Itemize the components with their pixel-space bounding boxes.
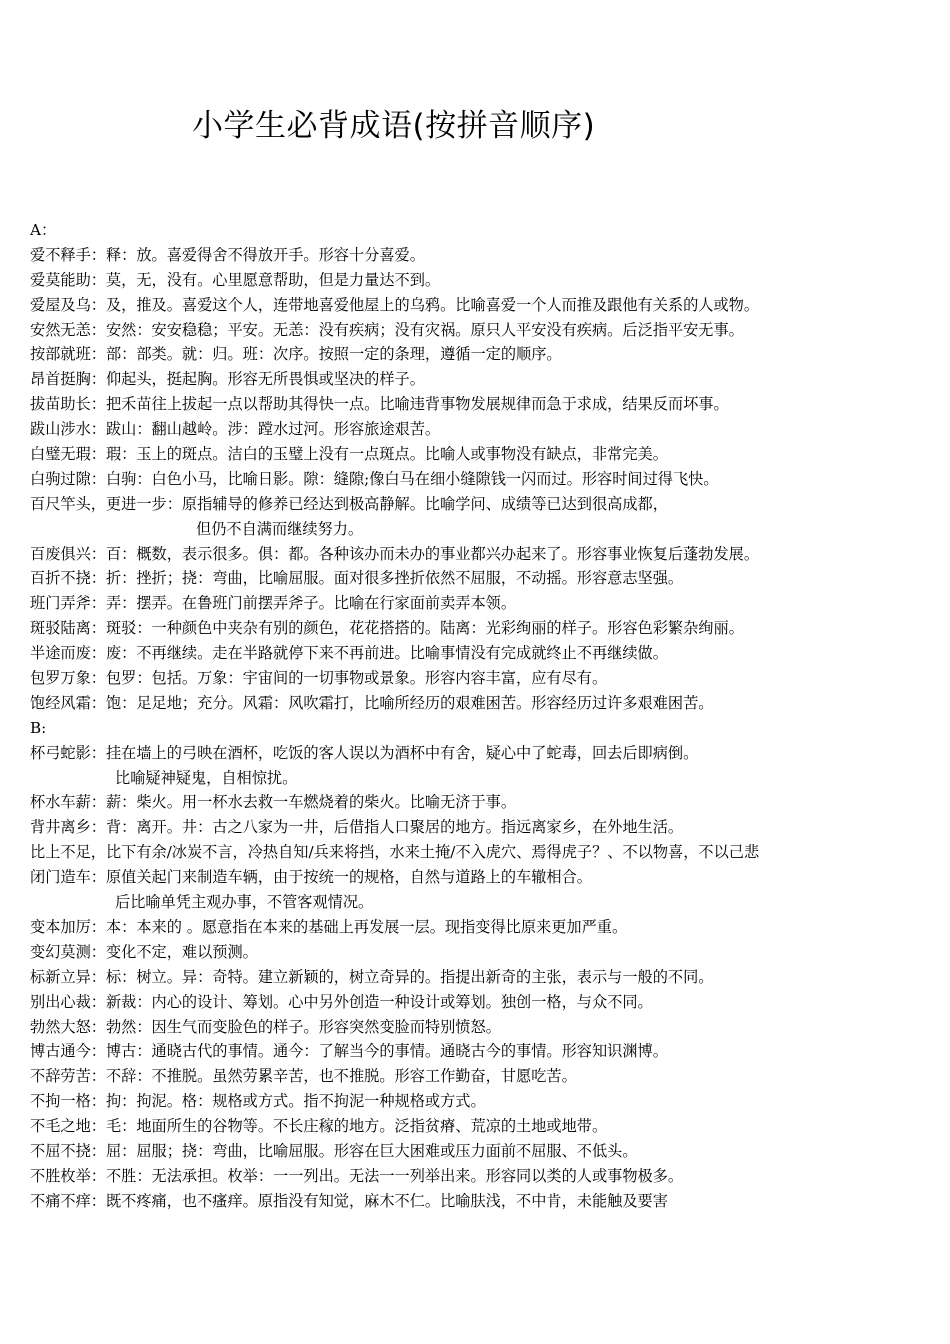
idiom-entry [30,741,935,766]
idiom-definition: 不辞：不推脱。虽然劳累辛苦，也不推脱。形容工作勤奋，甘愿吃苦。 [105,1067,577,1086]
idiom-entry [30,641,935,666]
idiom-term: 不辞劳苦： [30,1067,106,1086]
idiom-definition: 包罗：包括。万象：宇宙间的一切事物或景象。形容内容丰富，应有尽有。 [105,669,608,688]
idiom-definition-continued: 但仍不自满而继续努力。 [196,519,364,538]
idiom-entry [30,467,935,492]
idiom-term: 不拘一格： [30,1092,106,1111]
idiom-list [30,218,935,1214]
idiom-term: 斑驳陆离： [30,619,106,638]
idiom-entry [30,990,935,1015]
idiom-definition: 屈：屈服；挠：弯曲，比喻屈服。形容在巨大困难或压力面前不屈服、不低头。 [105,1141,638,1160]
idiom-term: 变幻莫测： [30,942,106,961]
idiom-term: 百尺竿头， [30,494,106,513]
idiom-entry [30,865,935,890]
idiom-entry [30,1039,935,1064]
idiom-definition: 勃然：因生气而变脸色的样子。形容突然变脸而特别愤怒。 [105,1017,501,1036]
idiom-definition: 弄：摆弄。在鲁班门前摆弄斧子。比喻在行家面前卖弄本领。 [105,594,516,613]
idiom-definition: 白驹：白色小马，比喻日影。隙：缝隙;像白马在细小缝隙钱一闪而过。形容时间过得飞快。 [105,469,719,488]
idiom-definition: 莫，无，没有。心里愿意帮助，但是力量达不到。 [105,270,441,289]
idiom-term: 白璧无瑕： [30,445,106,464]
idiom-definition: 背：离开。井：古之八家为一井，后借指人口聚居的地方。指远离家乡，在外地生活。 [105,818,684,837]
idiom-definition: 不胜：无法承担。枚举：一一列出。无法一一列举出来。形容同以类的人或事物极多。 [105,1166,684,1185]
idiom-entry [30,790,935,815]
idiom-definition: 安然：安安稳稳；平安。无恙：没有疾病；没有灾祸。原只人平安没有疾病。后泛指平安无事。 [105,320,744,339]
idiom-definition: 仰起头，挺起胸。形容无所畏惧或坚决的样子。 [105,370,425,389]
idiom-term: 不屈不挠： [30,1141,106,1160]
idiom-definition: 瑕：玉上的斑点。洁白的玉璧上没有一点斑点。比喻人或事物没有缺点，非常完美。 [105,445,668,464]
idiom-entry [30,1064,935,1089]
idiom-definition: 废：不再继续。走在半路就停下来不再前进。比喻事情没有完成就终止不再继续做。 [105,644,668,663]
idiom-definition: 拘：拘泥。格：规格或方式。指不拘泥一种规格或方式。 [105,1092,486,1111]
idiom-term: 博古通今： [30,1042,106,1061]
idiom-definition: 把禾苗往上拔起一点以帮助其得快一点。比喻违背事物发展规律而急于求成，结果反而坏事。 [105,395,729,414]
idiom-entry [30,815,935,840]
idiom-term: 昂首挺胸： [30,370,106,389]
page-title: 小学生必背成语(按拼音顺序) [192,108,596,144]
idiom-entry [30,1114,935,1139]
idiom-entry [30,492,935,517]
idiom-definition: 毛：地面所生的谷物等。不长庄稼的地方。泛指贫瘠、荒凉的土地或地带。 [105,1117,608,1136]
idiom-definition: 挂在墙上的弓映在酒杯，吃饭的客人误以为酒杯中有舍，疑心中了蛇毒，回去后即病倒。 [105,743,699,762]
idiom-entry [30,542,935,567]
idiom-term: 白驹过隙： [30,469,106,488]
idiom-term: 不胜枚举： [30,1166,106,1185]
idiom-term: 别出心裁： [30,992,106,1011]
idiom-term: 背井离乡： [30,818,106,837]
idiom-entry [30,1139,935,1164]
idiom-term: 爱不释手： [30,245,106,264]
idiom-definition: 比下有余/冰炭不言，冷热自知/兵来将挡，水来土掩/不入虎穴、焉得虎子？、不以物喜，不以己悲 [105,843,760,862]
section-letter: A： [30,221,57,239]
idiom-definition: 斑驳：一种颜色中夹杂有别的颜色，花花搭搭的。陆离：光彩绚丽的样子。形容色彩繁杂绚丽。 [105,619,744,638]
idiom-entry [30,1089,935,1114]
idiom-term: 杯水车薪： [30,793,106,812]
idiom-entry [30,442,935,467]
idiom-term: 不痛不痒： [30,1191,106,1210]
idiom-term: 比上不足， [30,843,106,862]
idiom-term: 变本加厉： [30,917,106,936]
idiom-term: 杯弓蛇影： [30,743,106,762]
idiom-term: 闭门造车： [30,868,106,887]
idiom-entry [30,268,935,293]
idiom-term: 跋山涉水： [30,420,106,439]
idiom-entry [30,318,935,343]
idiom-definition: 变化不定，难以预测。 [105,942,258,961]
idiom-entry [30,591,935,616]
idiom-term: 标新立异： [30,967,106,986]
idiom-definition: 跋山：翻山越岭。涉：蹚水过河。形容旅途艰苦。 [105,420,441,439]
idiom-definition: 薪：柴火。用一杯水去救一车燃烧着的柴火。比喻无济于事。 [105,793,516,812]
idiom-definition: 折：挫折；挠：弯曲，比喻屈服。面对很多挫折依然不屈服，不动摇。形容意志坚强。 [105,569,684,588]
idiom-entry [30,691,935,716]
idiom-term: 百废俱兴： [30,544,106,563]
idiom-entry [30,1189,935,1214]
section-letter: B: [30,718,47,737]
idiom-definition: 部：部类。就：归。班：次序。按照一定的条理，遵循一定的顺序。 [105,345,562,364]
idiom-entry [30,342,935,367]
idiom-definition: 百：概数，表示很多。俱：都。各种该办而未办的事业都兴办起来了。形容事业恢复后蓬勃发展。 [105,544,759,563]
idiom-entry [30,616,935,641]
idiom-entry [30,666,935,691]
idiom-definition: 及，推及。喜爱这个人，连带地喜爱他屋上的乌鸦。比喻喜爱一个人而推及跟他有关系的人或物。 [105,295,759,314]
idiom-definition: 本：本来的 。愿意指在本来的基础上再发展一层。现指变得比原来更加严重。 [105,917,628,936]
idiom-entry [30,392,935,417]
idiom-definition: 博古：通晓古代的事情。通今：了解当今的事情。通晓古今的事情。形容知识渊博。 [105,1042,668,1061]
idiom-term: 包罗万象： [30,669,106,688]
idiom-entry [30,915,935,940]
idiom-definition: 更进一步：原指辅导的修养已经达到极高静解。比喻学问、成绩等已达到很高成都， [105,494,668,513]
idiom-definition: 标：树立。异：奇特。建立新颖的，树立奇异的。指提出新奇的主张，表示与一般的不同。 [105,967,714,986]
idiom-definition: 原值关起门来制造车辆，由于按统一的规格，自然与道路上的车辙相合。 [105,868,592,887]
idiom-entry [30,965,935,990]
idiom-entry [30,840,935,865]
idiom-entry [30,293,935,318]
idiom-term: 半途而废： [30,644,106,663]
idiom-entry [30,1015,935,1040]
idiom-definition-continued: 后比喻单凭主观办事，不管客观情况。 [115,893,374,912]
idiom-term: 按部就班： [30,345,106,364]
idiom-term: 百折不挠： [30,569,106,588]
idiom-definition: 既不疼痛，也不瘙痒。原指没有知觉，麻木不仁。比喻肤浅，不中肯，未能触及要害 [105,1191,668,1210]
idiom-definition: 释：放。喜爱得舍不得放开手。形容十分喜爱。 [105,245,425,264]
idiom-term: 勃然大怒： [30,1017,106,1036]
idiom-term: 爱莫能助： [30,270,106,289]
idiom-term: 拔苗助长： [30,395,106,414]
idiom-term: 不毛之地： [30,1117,106,1136]
idiom-entry [30,243,935,268]
idiom-definition-continued: 比喻疑神疑鬼，自相惊扰。 [115,768,298,787]
idiom-entry [30,417,935,442]
idiom-entry [30,367,935,392]
idiom-entry [30,940,935,965]
idiom-term: 安然无恙： [30,320,106,339]
idiom-entry [30,1164,935,1189]
idiom-term: 班门弄斧： [30,594,106,613]
idiom-definition: 新裁：内心的设计、筹划。心中另外创造一种设计或筹划。独创一格，与众不同。 [105,992,653,1011]
idiom-term: 爱屋及乌： [30,295,106,314]
idiom-entry [30,566,935,591]
idiom-term: 饱经风霜： [30,693,106,712]
idiom-definition: 饱：足足地；充分。风霜：风吹霜打，比喻所经历的艰难困苦。形容经历过许多艰难困苦。 [105,693,714,712]
